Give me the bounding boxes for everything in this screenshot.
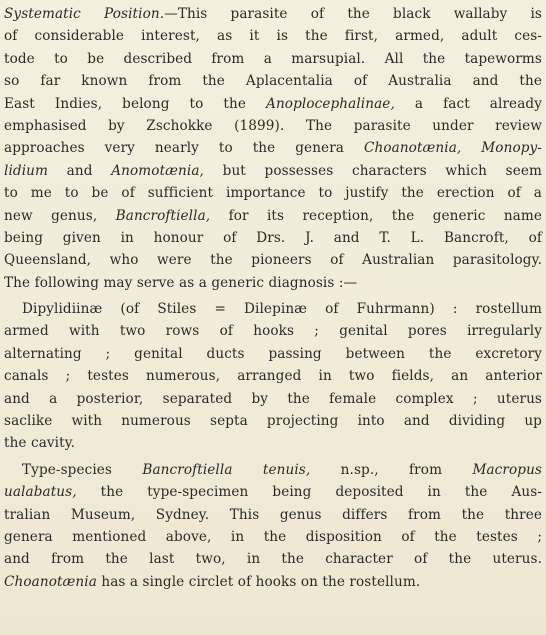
text-line xyxy=(4,137,542,159)
text-segment: for its reception, the generic name xyxy=(210,207,543,224)
taxon-name: Bancroftiella, xyxy=(115,207,211,224)
text-line: saclike with numerous septa projecting into and dividing up xyxy=(4,413,542,430)
text-line: tralian Museum, Sydney. This genus differs from the three xyxy=(4,506,542,523)
text-line: the cavity. xyxy=(4,435,76,452)
text-line: emphasised by Zschokke (1899). The parasite under review xyxy=(4,117,542,134)
text-block xyxy=(4,3,542,593)
text-line: The following may serve as a generic diagnosis :— xyxy=(4,274,358,291)
text-line: and a posterior, separated by the female complex ; uterus xyxy=(4,390,542,407)
text-line xyxy=(4,571,542,593)
paragraph-type-species xyxy=(4,459,542,593)
text-line xyxy=(4,205,542,227)
text-line: armed with two rows of hooks ; genital pores irregularly xyxy=(4,323,542,340)
text-line: alternating ; genital ducts passing between the excretory xyxy=(4,345,542,362)
section-heading: Systematic Position. xyxy=(4,6,165,22)
text-segment: and xyxy=(48,162,112,179)
text-segment: new genus, xyxy=(4,207,116,224)
taxon-name: ualabatus, xyxy=(4,484,77,501)
text-line: to me to be of sufficient importance to justify the erection of a xyxy=(4,185,542,202)
text-segment: the type-specimen being deposited in the Aus- xyxy=(76,484,542,501)
text-segment: a fact already xyxy=(394,95,542,112)
text-line xyxy=(4,459,542,481)
text-segment: n.sp., from xyxy=(310,461,473,478)
text-line: so far known from the Aplacentalia of Australia and the xyxy=(4,73,542,90)
text-line: canals ; testes numerous, arranged in two fields, an anterior xyxy=(4,368,542,385)
taxon-name: Anoplocephalinae, xyxy=(266,95,395,112)
taxon-name: Macropus xyxy=(472,461,543,478)
paragraph-systematic-position xyxy=(4,3,542,294)
text-line: genera mentioned above, in the disposition of the testes ; xyxy=(4,528,542,545)
text-line: being given in honour of Drs. J. and T. L. Bancroft, of xyxy=(4,229,542,246)
taxon-name: Choanotænia xyxy=(4,573,97,590)
taxon-name: Choanotænia, Monopy- xyxy=(363,140,543,157)
taxon-name: lidium xyxy=(4,162,48,179)
text-segment: Type-species xyxy=(22,461,143,478)
text-line: Queensland, who were the pioneers of Australian parasitology. xyxy=(4,252,542,269)
text-segment: approaches very nearly to the genera xyxy=(4,140,364,157)
text-line: tode to be described from a marsupial. All the tapeworms xyxy=(4,50,542,67)
text-line: of considerable interest, as it is the first, armed, adult ces- xyxy=(4,28,542,45)
text-line xyxy=(4,160,542,182)
text-segment: has a single circlet of hooks on the rostellum. xyxy=(96,573,421,590)
text-line xyxy=(4,481,542,503)
taxon-name: Bancroftiella tenuis, xyxy=(142,461,311,478)
text-line xyxy=(4,93,542,115)
paragraph-generic-diagnosis xyxy=(4,298,542,455)
text-line xyxy=(4,3,542,25)
text-line: Dipylidiinæ (of Stiles = Dilepinæ of Fuhrmann) : rostellum xyxy=(22,301,542,318)
text-line: and from the last two, in the character of the uterus. xyxy=(4,551,542,568)
text-segment: East Indies, belong to the xyxy=(4,95,267,112)
taxon-name: Anomotænia, xyxy=(111,162,204,179)
text-segment: but possesses characters which seem xyxy=(203,162,542,179)
text-segment: —This parasite of the black wallaby is xyxy=(164,6,543,22)
